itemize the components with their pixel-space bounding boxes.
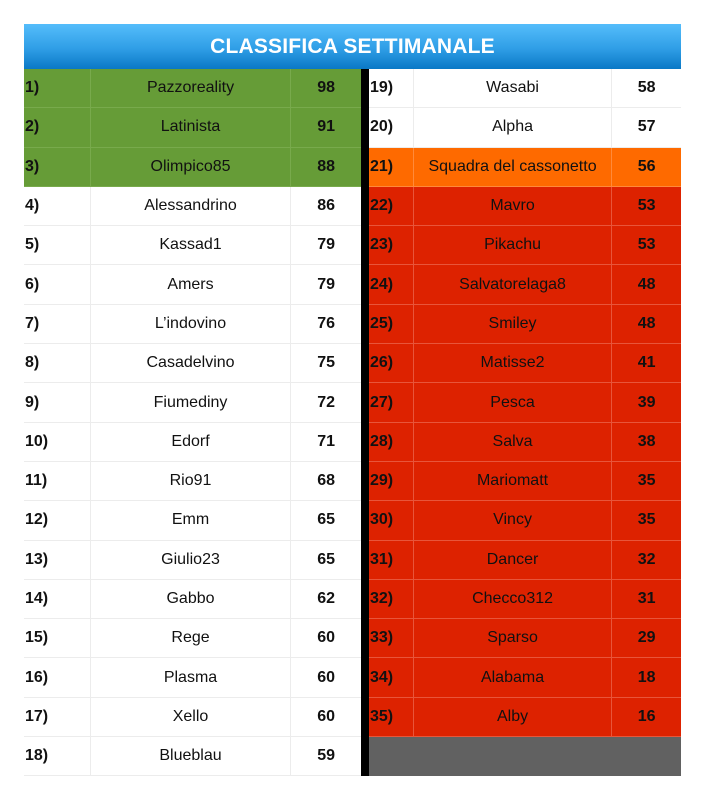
rank-cell: 35) bbox=[369, 698, 414, 736]
team-name-cell: Plasma bbox=[91, 658, 291, 696]
rank-cell: 23) bbox=[369, 226, 414, 264]
table-row bbox=[24, 580, 361, 619]
team-name-cell: Amers bbox=[91, 265, 291, 303]
table-row bbox=[369, 305, 681, 344]
team-name-cell: Gabbo bbox=[91, 580, 291, 618]
score-cell: 41 bbox=[637, 354, 656, 372]
rank-cell: 12) bbox=[24, 501, 91, 539]
rank-cell: 26) bbox=[369, 344, 414, 382]
team-name-cell: Mariomatt bbox=[414, 462, 612, 500]
table-row bbox=[369, 69, 681, 108]
rank-cell: 33) bbox=[369, 619, 414, 657]
table-row bbox=[369, 226, 681, 265]
team-name-cell: Wasabi bbox=[414, 69, 612, 107]
score-cell: 68 bbox=[317, 472, 336, 490]
rank-cell: 2) bbox=[24, 108, 91, 146]
table-row bbox=[24, 501, 361, 540]
score-cell: 91 bbox=[317, 118, 336, 136]
score-cell: 59 bbox=[317, 747, 336, 765]
score-cell: 79 bbox=[317, 275, 336, 293]
rank-cell: 30) bbox=[369, 501, 414, 539]
team-name-cell: Smiley bbox=[414, 305, 612, 343]
rank-cell: 28) bbox=[369, 423, 414, 461]
table-row bbox=[369, 148, 681, 187]
table-row bbox=[24, 698, 361, 737]
left-column bbox=[24, 69, 361, 776]
rank-cell: 3) bbox=[24, 148, 91, 186]
table-row bbox=[24, 423, 361, 462]
table-row bbox=[24, 541, 361, 580]
rank-cell: 7) bbox=[24, 305, 91, 343]
score-cell: 48 bbox=[637, 314, 656, 332]
team-name-cell: L’indovino bbox=[91, 305, 291, 343]
team-name-cell: Dancer bbox=[414, 541, 612, 579]
score-cell: 31 bbox=[637, 590, 656, 607]
leaderboard-title: CLASSIFICA SETTIMANALE bbox=[24, 24, 681, 69]
team-name-cell: Pazzoreality bbox=[91, 69, 291, 107]
table-row bbox=[369, 580, 681, 619]
team-name-cell: Pesca bbox=[414, 383, 612, 421]
rank-cell: 18) bbox=[24, 737, 91, 775]
team-name-cell: Olimpico85 bbox=[91, 148, 291, 186]
score-cell: 32 bbox=[637, 550, 656, 568]
rank-cell: 15) bbox=[24, 619, 91, 657]
rank-cell: 6) bbox=[24, 265, 91, 303]
score-cell: 53 bbox=[637, 197, 656, 215]
score-cell: 38 bbox=[637, 432, 656, 450]
score-cell: 35 bbox=[637, 472, 656, 490]
table-row bbox=[24, 265, 361, 304]
score-cell: 53 bbox=[637, 236, 656, 254]
score-cell: 72 bbox=[317, 393, 336, 411]
rank-cell: 22) bbox=[369, 187, 414, 225]
score-cell: 79 bbox=[317, 236, 336, 254]
score-cell: 60 bbox=[317, 707, 336, 725]
team-name-cell: Giulio23 bbox=[91, 541, 291, 579]
table-row bbox=[369, 344, 681, 383]
rank-cell: 5) bbox=[24, 226, 91, 264]
score-cell: 88 bbox=[317, 157, 336, 175]
score-cell: 39 bbox=[637, 393, 656, 411]
team-name-cell: Kassad1 bbox=[91, 226, 291, 264]
rank-cell: 20) bbox=[369, 108, 414, 146]
table-row bbox=[24, 737, 361, 776]
table-row bbox=[24, 69, 361, 108]
table-row bbox=[24, 619, 361, 658]
leaderboard bbox=[24, 24, 681, 776]
empty-filler-cell bbox=[369, 737, 681, 776]
score-cell: 18 bbox=[637, 668, 656, 686]
team-name-cell: Checco312 bbox=[414, 580, 612, 618]
team-name-cell: Rege bbox=[91, 619, 291, 657]
rank-cell: 17) bbox=[24, 698, 91, 736]
table-row bbox=[24, 148, 361, 187]
rank-cell: 1) bbox=[24, 69, 91, 107]
table-row bbox=[24, 226, 361, 265]
team-name-cell: Fiumediny bbox=[91, 383, 291, 421]
table-row bbox=[369, 541, 681, 580]
table-row bbox=[369, 383, 681, 422]
table-row bbox=[369, 698, 681, 737]
table-row bbox=[24, 383, 361, 422]
rank-cell: 32) bbox=[369, 580, 414, 618]
team-name-cell: Alpha bbox=[414, 108, 612, 146]
team-name-cell: Alby bbox=[414, 698, 612, 736]
column-divider bbox=[361, 69, 369, 776]
table-row bbox=[369, 423, 681, 462]
score-cell: 60 bbox=[317, 629, 336, 647]
team-name-cell: Edorf bbox=[91, 423, 291, 461]
table-row bbox=[369, 187, 681, 226]
team-name-cell: Casadelvino bbox=[91, 344, 291, 382]
team-name-cell: Emm bbox=[91, 501, 291, 539]
table-row bbox=[369, 619, 681, 658]
score-cell: 57 bbox=[637, 118, 656, 136]
score-cell: 35 bbox=[637, 511, 656, 529]
rank-cell: 29) bbox=[369, 462, 414, 500]
rank-cell: 27) bbox=[369, 383, 414, 421]
table-row bbox=[24, 108, 361, 147]
team-name-cell: Salva bbox=[414, 423, 612, 461]
score-cell: 58 bbox=[637, 79, 656, 97]
right-column bbox=[369, 69, 681, 776]
rank-cell: 16) bbox=[24, 658, 91, 696]
team-name-cell: Pikachu bbox=[414, 226, 612, 264]
rank-cell: 34) bbox=[369, 658, 414, 696]
rank-cell: 21) bbox=[369, 148, 414, 186]
table-row bbox=[24, 187, 361, 226]
table-row bbox=[24, 462, 361, 501]
score-cell: 76 bbox=[317, 314, 336, 332]
score-cell: 65 bbox=[317, 511, 336, 529]
rank-cell: 10) bbox=[24, 423, 91, 461]
table-row bbox=[369, 108, 681, 147]
score-cell: 29 bbox=[637, 629, 656, 647]
table-row bbox=[369, 658, 681, 697]
score-cell: 60 bbox=[317, 668, 336, 686]
score-cell: 16 bbox=[637, 707, 656, 725]
score-cell: 98 bbox=[317, 79, 336, 97]
team-name-cell: Squadra del cassonetto bbox=[414, 148, 612, 186]
score-cell: 86 bbox=[317, 197, 336, 215]
team-name-cell: Vincy bbox=[414, 501, 612, 539]
rank-cell: 8) bbox=[24, 344, 91, 382]
team-name-cell: Blueblau bbox=[91, 737, 291, 775]
team-name-cell: Alabama bbox=[414, 658, 612, 696]
team-name-cell: Salvatorelaga8 bbox=[414, 265, 612, 303]
rank-cell: 24) bbox=[369, 265, 414, 303]
rank-cell: 11) bbox=[24, 462, 91, 500]
team-name-cell: Alessandrino bbox=[91, 187, 291, 225]
score-cell: 56 bbox=[637, 157, 656, 175]
table-row bbox=[24, 658, 361, 697]
team-name-cell: Xello bbox=[91, 698, 291, 736]
team-name-cell: Rio91 bbox=[91, 462, 291, 500]
table-row bbox=[369, 265, 681, 304]
score-cell: 62 bbox=[317, 590, 336, 607]
table-row bbox=[369, 462, 681, 501]
score-cell: 75 bbox=[317, 354, 336, 372]
table-row bbox=[24, 344, 361, 383]
rank-cell: 4) bbox=[24, 187, 91, 225]
table-row bbox=[369, 501, 681, 540]
rank-cell: 19) bbox=[369, 69, 414, 107]
team-name-cell: Sparso bbox=[414, 619, 612, 657]
rank-cell: 9) bbox=[24, 383, 91, 421]
team-name-cell: Mavro bbox=[414, 187, 612, 225]
score-cell: 71 bbox=[317, 432, 336, 450]
rank-cell: 13) bbox=[24, 541, 91, 579]
rank-cell: 31) bbox=[369, 541, 414, 579]
table-row bbox=[24, 305, 361, 344]
team-name-cell: Matisse2 bbox=[414, 344, 612, 382]
score-cell: 65 bbox=[317, 550, 336, 568]
rank-cell: 25) bbox=[369, 305, 414, 343]
score-cell: 48 bbox=[637, 275, 656, 293]
team-name-cell: Latinista bbox=[91, 108, 291, 146]
rank-cell: 14) bbox=[24, 580, 91, 618]
